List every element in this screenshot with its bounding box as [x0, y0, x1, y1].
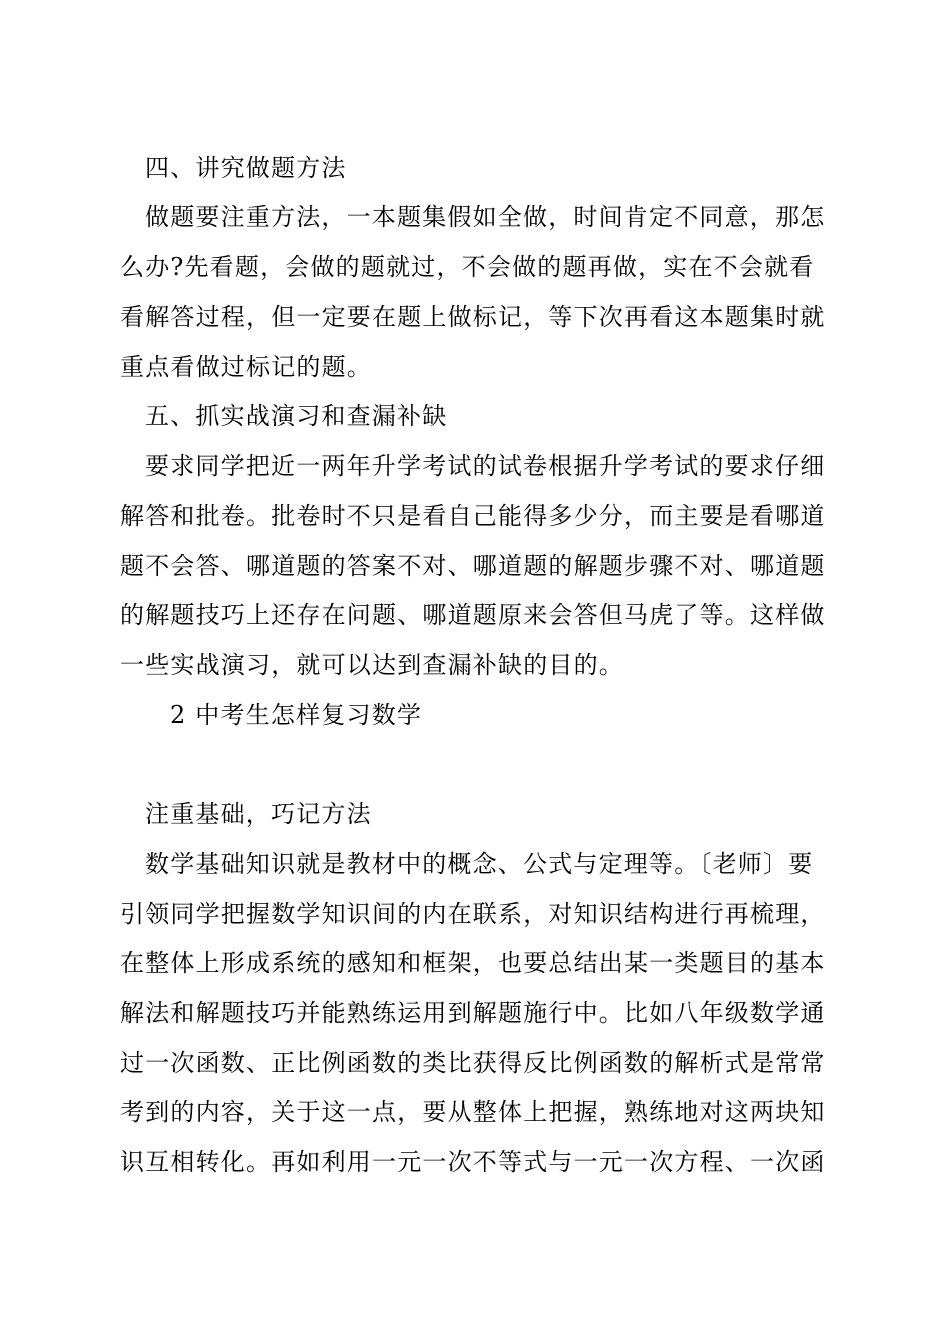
paragraph-line: 解法和解题技巧并能熟练运用到解题施行中。比如八年级数学通	[120, 999, 826, 1027]
paragraph-line: 过一次函数、正比例函数的类比获得反比例函数的解析式是常常	[120, 1049, 826, 1077]
paragraph-line: 么办?先看题，会做的题就过，不会做的题再做，实在不会就看	[120, 253, 815, 281]
paragraph-line: 看解答过程，但一定要在题上做标记，等下次再看这本题集时就	[120, 303, 826, 331]
paragraph-line: 考到的内容，关于这一点，要从整体上把握，熟练地对这两块知	[120, 1098, 826, 1126]
paragraph-line: 数学基础知识就是教材中的概念、公式与定理等。〔老师〕要	[145, 850, 814, 878]
section-heading-five: 五、抓实战演习和查漏补缺	[145, 402, 448, 430]
paragraph-line: 的解题技巧上还存在问题、哪道题原来会答但马虎了等。这样做	[120, 601, 826, 629]
paragraph-line: 在整体上形成系统的感知和框架，也要总结出某一类题目的基本	[120, 949, 826, 977]
paragraph-line: 做题要注重方法，一本题集假如全做，时间肯定不同意，那怎	[145, 203, 826, 231]
paragraph-line: 解答和批卷。批卷时不只是看自己能得多少分，而主要是看哪道	[120, 502, 826, 530]
paragraph-line: 引领同学把握数学知识间的内在联系，对知识结构进行再梳理，	[120, 900, 826, 928]
paragraph-line: 要求同学把近一两年升学考试的试卷根据升学考试的要求仔细	[145, 452, 826, 480]
paragraph-line: 识互相转化。再如利用一元一次不等式与一元一次方程、一次函	[120, 1148, 826, 1176]
section-subheading: 注重基础，巧记方法	[145, 800, 372, 828]
paragraph-line: 重点看做过标记的题。	[120, 353, 372, 381]
paragraph-line: 题不会答、哪道题的答案不对、哪道题的解题步骤不对、哪道题	[120, 552, 826, 580]
paragraph-line: 一些实战演习，就可以达到查漏补缺的目的。	[120, 651, 624, 679]
section-heading-four: 四、讲究做题方法	[145, 154, 347, 182]
article-title: 2 中考生怎样复习数学	[170, 701, 423, 729]
